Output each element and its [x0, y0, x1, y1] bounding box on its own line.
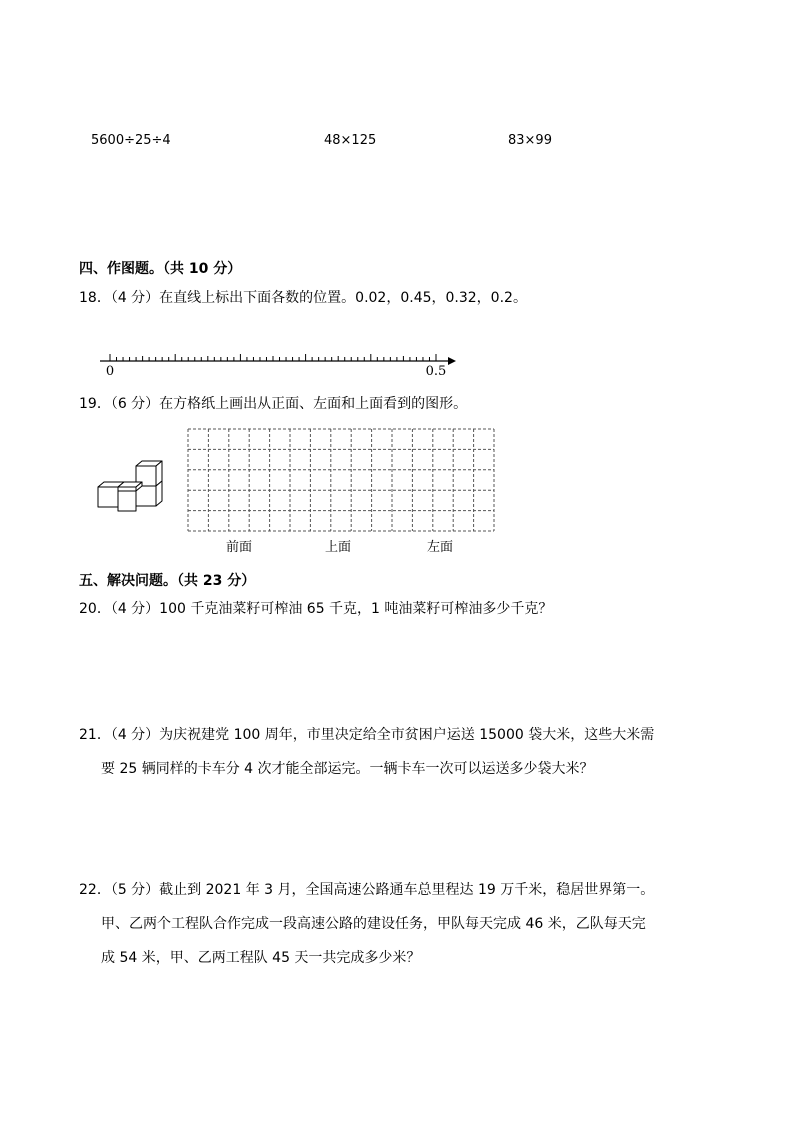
view-label-left: 左面	[427, 540, 454, 555]
calc-item-1: 5600÷25÷4	[91, 133, 171, 148]
view-label-top: 上面	[325, 540, 352, 555]
question-22-line-2: 甲、乙两个工程队合作完成一段高速公路的建设任务，甲队每天完成 46 米，乙队每天完	[101, 916, 646, 932]
grid-lines	[188, 429, 494, 531]
question-22-line-3: 成 54 米，甲、乙两工程队 45 天一共完成多少米？	[101, 950, 421, 966]
question-21-line-1: 21．（4 分）为庆祝建党 100 周年，市里决定给全市贫困户运送 15000 袋大米，这些大米需	[79, 727, 655, 743]
number-line-end-label: 0.5	[425, 364, 447, 379]
question-18: 18．（4 分）在直线上标出下面各数的位置。0.02，0.45，0.32，0.2。	[79, 290, 527, 306]
number-line	[90, 346, 460, 380]
question-22-line-1: 22．（5 分）截止到 2021 年 3 月，全国高速公路通车总里程达 19 万千米，稳居世界第一。	[79, 882, 655, 898]
section-5-title: 五、解决问题。（共 23 分）	[79, 573, 256, 589]
section-4-title: 四、作图题。（共 10 分）	[79, 261, 242, 277]
view-label-front: 前面	[226, 540, 253, 555]
number-line-ticks	[110, 354, 436, 361]
question-22	[79, 873, 654, 975]
grid-paper	[186, 427, 496, 533]
calc-item-3: 83×99	[508, 133, 552, 148]
question-21-line-2: 要 25 辆同样的卡车分 4 次才能全部运完。一辆卡车一次可以运送多少袋大米？	[101, 761, 594, 777]
calc-item-2: 48×125	[324, 133, 377, 148]
question-21	[79, 718, 654, 786]
question-20: 20．（4 分）100 千克油菜籽可榨油 65 千克，1 吨油菜籽可榨油多少千克？	[79, 601, 553, 617]
number-line-arrow	[448, 357, 456, 365]
cube-stack-figure	[94, 458, 166, 514]
number-line-start-label: 0	[105, 364, 115, 379]
question-19: 19．（6 分）在方格纸上画出从正面、左面和上面看到的图形。	[79, 396, 468, 412]
